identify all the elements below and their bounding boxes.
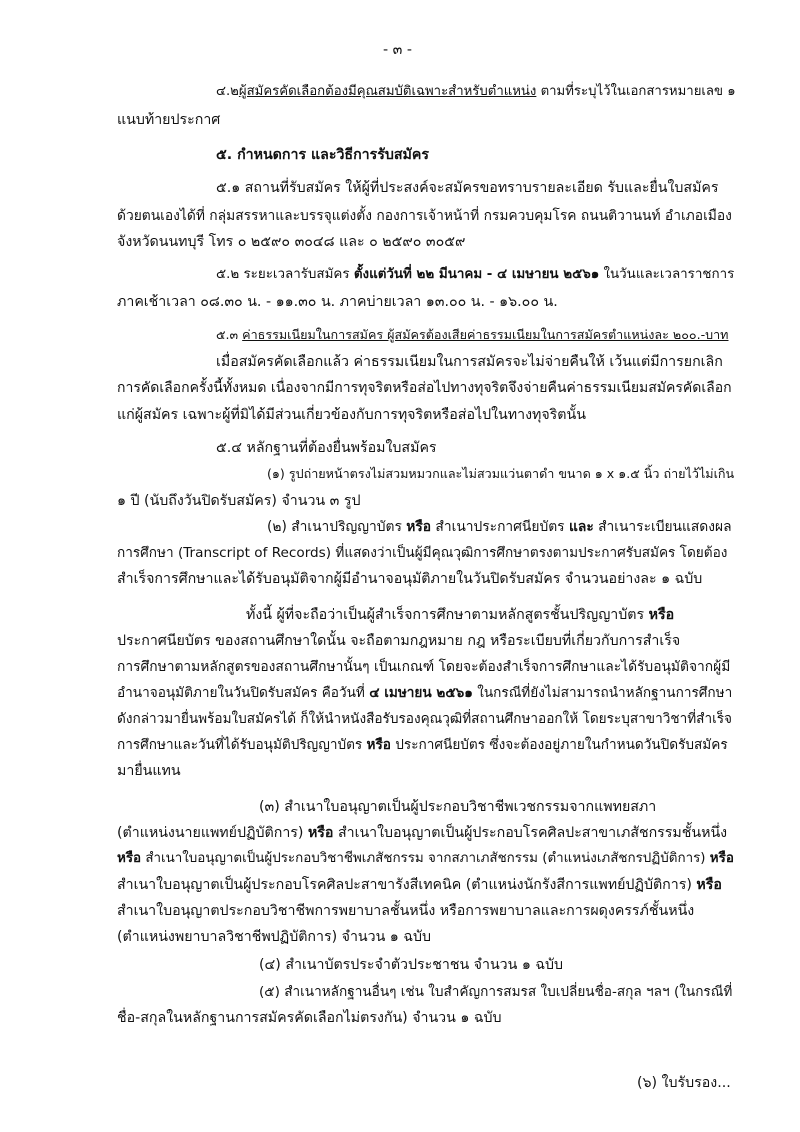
- section-5-2-line-2: ภาคเช้าเวลา ๐๘.๓๐ น. - ๑๑.๓๐ น. ภาคบ่ายเวลา ๑๓.๐๐ น. - ๑๖.๐๐ น.: [117, 294, 558, 310]
- section-5-2-label: ๕.๒ ระยะเวลารับสมัคร: [216, 267, 354, 282]
- item-3-4-or: หรือ: [696, 877, 722, 893]
- section-5-2-rest: ในวันและเวลาราชการ: [599, 267, 735, 282]
- section-4-2-line-1: [216, 82, 736, 102]
- note-6-a: การศึกษาและวันที่ได้รับอนุมัติปริญญาบัตร: [117, 737, 367, 753]
- note-6-or: หรือ: [366, 737, 391, 753]
- section-4-2-underlined: ผู้สมัครคัดเลือกต้องมีคุณสมบัติเฉพาะสำหรับตำแหน่ง: [238, 84, 537, 99]
- section-5-3-underlined: ค่าธรรมเนียมในการสมัคร ผู้สมัครต้องเสียค่าธรรมเนียมในการสมัครตำแหน่งละ ๒๐๐.-บาท: [242, 327, 729, 342]
- item-4: (๔) สำเนาบัตรประจำตัวประชาชน จำนวน ๑ ฉบับ: [259, 957, 564, 973]
- page-number: - ๓ -: [383, 42, 412, 58]
- note-line-6: [117, 735, 728, 755]
- item-3-line-3: [117, 849, 734, 869]
- note-a: ทั้งนี้ ผู้ที่จะถือว่าเป็นผู้สำเร็จการศึกษาตามหลักสูตรชั้นปริญญาบัตร: [246, 607, 649, 623]
- note-line-2: ประกาศนียบัตร ของสถานศึกษาใดนั้น จะถือตามกฎหมาย กฎ หรือระเบียบที่เกี่ยวกับการสำเร็จ: [117, 633, 681, 649]
- section-5-2-dates: ตั้งแต่วันที่ ๒๒ มีนาคม - ๔ เมษายน ๒๕๖๑: [353, 267, 600, 282]
- item-5-line-1: (๕) สำเนาหลักฐานอื่นๆ เช่น ใบสำคัญการสมรส ใบเปลี่ยนชื่อ-สกุล ฯลฯ (ในกรณีที่: [259, 984, 733, 1000]
- item-3-2-or: หรือ: [307, 825, 334, 841]
- section-4-2-rest: ตามที่ระบุไว้ในเอกสารหมายเลข ๑: [536, 84, 736, 99]
- item-3-3-c: สำเนาใบอนุญาตเป็นผู้ประกอบวิชาชีพเภสัชกรรม จากสภาเภสัชกรรม (ตำแหน่งเภสัชกรปฏิบัติการ): [141, 851, 710, 866]
- section-5-1-line-3: จังหวัดนนทบุรี โทร ๐ ๒๕๙๐ ๓๐๔๘ และ ๐ ๒๕๙๐ ๓๐๕๙: [117, 234, 466, 250]
- item-2-c: สำเนาระเบียนแสดงผล: [593, 519, 732, 535]
- note-line-4: [117, 683, 732, 703]
- note-line-5: ดังกล่าวมายื่นพร้อมใบสมัครได้ ก็ให้นำหนังสือรับรองคุณวุฒิที่สถานศึกษาออกให้ โดยระบุสาขาวิชาที่สำเร็จ: [117, 711, 733, 727]
- item-3-line-2: [117, 823, 727, 843]
- section-4-2-line-2: แนบท้ายประกาศ: [117, 112, 221, 128]
- item-3-line-6: (ตำแหน่งพยาบาลวิชาชีพปฏิบัติการ) จำนวน ๑ ฉบับ: [117, 929, 431, 945]
- item-1-line-1: (๑) รูปถ่ายหน้าตรงไม่สวมหมวกและไม่สวมแว่นตาดำ ขนาด ๑ x ๑.๕ นิ้ว ถ่ายไว้ไม่เกิน: [267, 466, 735, 481]
- item-2-or: หรือ: [406, 519, 432, 535]
- item-3-line-5: สำเนาใบอนุญาตประกอบวิชาชีพการพยาบาลชั้นหนึ่ง หรือการพยาบาลและการผดุงครรภ์ชั้นหนึ่ง: [117, 903, 695, 919]
- section-5-1-line-2: ด้วยตนเองได้ที่ กลุ่มสรรหาและบรรจุแต่งตั้ง กองการเจ้าหน้าที่ กรมควบคุมโรค ถนนติวานนท์ อำเภอเมือง: [117, 208, 732, 224]
- item-3-2-c: สำเนาใบอนุญาตเป็นผู้ประกอบโรคศิลปะสาขาเภสัชกรรมชั้นหนึ่ง: [333, 825, 728, 841]
- item-3-4-a: สำเนาใบอนุญาตเป็นผู้ประกอบโรคศิลปะสาขารังสีเทคนิค (ตำแหน่งนักรังสีการแพทย์ปฏิบัติการ): [117, 877, 697, 893]
- note-4-a: อำนาจอนุมัติภายในวันปิดรับสมัคร คือวันที่: [117, 685, 370, 701]
- section-5-heading: ๕. กำหนดการ และวิธีการรับสมัคร: [216, 147, 430, 163]
- section-5-3-line-4: แก่ผู้สมัคร เฉพาะผู้ที่มิได้มีส่วนเกี่ยวข้องกับการทุจริตหรือส่อไปในทางทุจริตนั้น: [117, 407, 586, 423]
- section-5-4-heading: ๕.๔ หลักฐานที่ต้องยื่นพร้อมใบสมัคร: [216, 440, 437, 456]
- section-5-3-line-3: การคัดเลือกครั้งนี้ทั้งหมด เนื่องจากมีการทุจริตหรือส่อไปทางทุจริตจึงจ่ายคืนค่าธรรมเนียมสมัครคัดเลือก: [117, 380, 732, 396]
- item-5-line-2: ชื่อ-สกุลในหลักฐานการสมัครคัดเลือกไม่ตรงกัน) จำนวน ๑ ฉบับ: [117, 1010, 502, 1026]
- note-4-c: ในกรณีที่ยังไม่สามารถนำหลักฐานการศึกษา: [472, 685, 733, 701]
- item-2-line-2: การศึกษา (Transcript of Records) ที่แสดงว่าเป็นผู้มีคุณวุฒิการศึกษาตรงตามประกาศรับสมัคร โดยต้อง: [117, 545, 728, 561]
- note-line-3: การศึกษาตามหลักสูตรของสถานศึกษานั้นๆ เป็นเกณฑ์ โดยจะต้องสำเร็จการศึกษาและได้รับอนุมัติจากผู้มี: [117, 659, 731, 675]
- item-3-line-1: (๓) สำเนาใบอนุญาตเป็นผู้ประกอบวิชาชีพเวชกรรมจากแพทยสภา: [259, 799, 657, 815]
- item-3-3-or: หรือ: [117, 851, 142, 866]
- note-or: หรือ: [648, 607, 675, 623]
- section-5-3-line-2: เมื่อสมัครคัดเลือกแล้ว ค่าธรรมเนียมในการสมัครจะไม่จ่ายคืนให้ เว้นแต่มีการยกเลิก: [216, 354, 723, 370]
- section-5-1-line-1: ๕.๑ สถานที่รับสมัคร ให้ผู้ที่ประสงค์จะสมัครขอทราบรายละเอียด รับและยื่นใบสมัคร: [216, 180, 719, 196]
- note-line-1: [246, 605, 674, 625]
- item-2-and: และ: [568, 519, 594, 535]
- item-3-3-or-2: หรือ: [709, 851, 734, 866]
- section-4-2-number: ๔.๒: [216, 84, 239, 99]
- note-6-c: ประกาศนียบัตร ซึ่งจะต้องอยู่ภายในกำหนดวันปิดรับสมัคร: [390, 737, 728, 753]
- item-2-a: (๒) สำเนาปริญญาบัตร: [267, 519, 407, 535]
- item-2-line-3: สำเร็จการศึกษาและได้รับอนุมัติจากผู้มีอำนาจอนุมัติภายในวันปิดรับสมัคร จำนวนอย่างละ ๑ ฉบับ: [117, 571, 703, 587]
- note-deadline: ๔ เมษายน ๒๕๖๑: [369, 685, 473, 701]
- item-1-line-2: ๑ ปี (นับถึงวันปิดรับสมัคร) จำนวน ๓ รูป: [117, 493, 361, 509]
- item-2-b: สำเนาประกาศนียบัตร: [431, 519, 569, 535]
- section-5-3-number: ๕.๓: [216, 327, 243, 342]
- note-line-7: มายื่นแทน: [117, 763, 181, 779]
- item-2-line-1: [267, 517, 732, 537]
- item-3-2-a: (ตำแหน่งนายแพทย์ปฏิบัติการ): [117, 825, 308, 841]
- footer-continuation: (๖) ใบรับรอง...: [637, 1075, 731, 1091]
- section-5-2-line-1: [216, 265, 734, 285]
- item-3-line-4: [117, 875, 722, 895]
- section-5-3-line-1: [216, 325, 729, 345]
